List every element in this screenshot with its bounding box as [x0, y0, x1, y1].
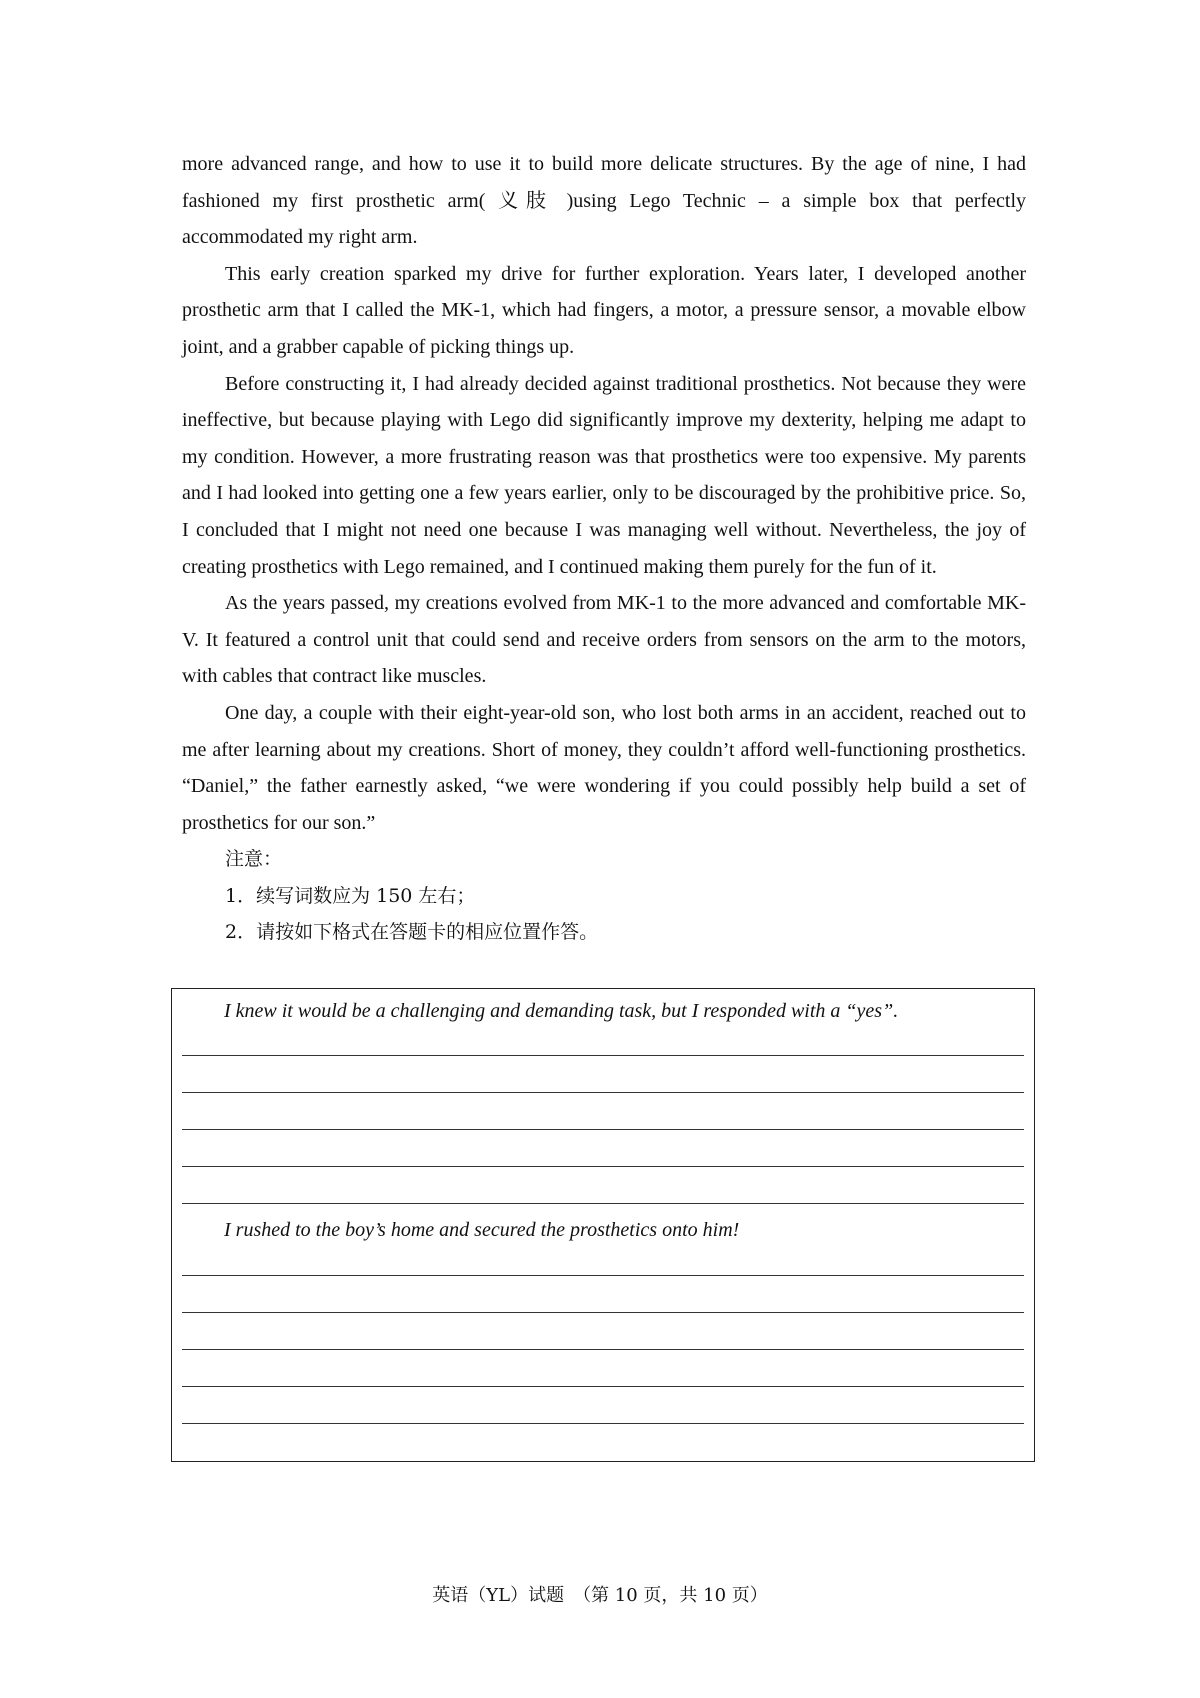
passage-paragraph-3: Before constructing it, I had already decided against traditional prosthetics. Not because they were ineffective, but because playing with Lego did significantly improve my dexterity, helping me adapt to my condition. However, a more frustrating reason was that prosthetics were too expensive. My parents and I had looked into getting one a few years earlier, only to be discouraged by the prohibitive price. So, I concluded that I might not need one because I was managing well without. Nevertheless, the joy of creating prosthetics with Lego remained, and I continued making them purely for the fun of it.: [182, 372, 1026, 578]
passage: [182, 146, 1026, 951]
answer-prompt-2: I rushed to the boy’s home and secured the prosthetics onto him!: [224, 1219, 740, 1241]
answer-prompt-1: I knew it would be a challenging and demanding task, but I responded with a “yes”.: [224, 1000, 899, 1022]
writing-line[interactable]: [182, 1423, 1024, 1424]
writing-line[interactable]: [182, 1349, 1024, 1350]
writing-line[interactable]: [182, 1312, 1024, 1313]
passage-paragraph-1: more advanced range, and how to use it to build more delicate structures. By the age of nine, I had fashioned my first prosthetic arm( 义肢 )using Lego Technic – a simple box that perfectly accommodated my right arm.: [182, 153, 1026, 249]
notes: [182, 841, 1026, 951]
notes-item-1: 1．续写词数应为 150 左右；: [225, 884, 476, 907]
page-footer: 英语（YL）试题 （第 10 页，共 10 页）: [432, 1585, 768, 1606]
passage-paragraph-5: One day, a couple with their eight-year-old son, who lost both arms in an accident, reached out to me after learning about my creations. Short of money, they couldn’t afford well-functioning prosthetics. “Daniel,” the father earnestly asked, “we were wondering if you could possibly help build a set of prosthetics for our son.”: [182, 701, 1026, 834]
notes-heading: 注意：: [225, 848, 283, 871]
notes-item-2: 2．请按如下格式在答题卡的相应位置作答。: [225, 921, 599, 944]
passage-paragraph-2: This early creation sparked my drive for further exploration. Years later, I developed another prosthetic arm that I called the MK-1, which had fingers, a motor, a pressure sensor, a movable elbow joint, and a grabber capable of picking things up.: [182, 262, 1026, 358]
writing-line[interactable]: [182, 1386, 1024, 1387]
writing-line[interactable]: [182, 1166, 1024, 1167]
answer-box: [171, 988, 1035, 1462]
passage-paragraph-4: As the years passed, my creations evolved from MK-1 to the more advanced and comfortable MK-V. It featured a control unit that could send and receive orders from sensors on the arm to the motors, with cables that contract like muscles.: [182, 592, 1026, 688]
writing-line[interactable]: [182, 1129, 1024, 1130]
writing-line[interactable]: [182, 1275, 1024, 1276]
writing-line[interactable]: [182, 1203, 1024, 1204]
writing-line[interactable]: [182, 1055, 1024, 1056]
writing-line[interactable]: [182, 1092, 1024, 1093]
